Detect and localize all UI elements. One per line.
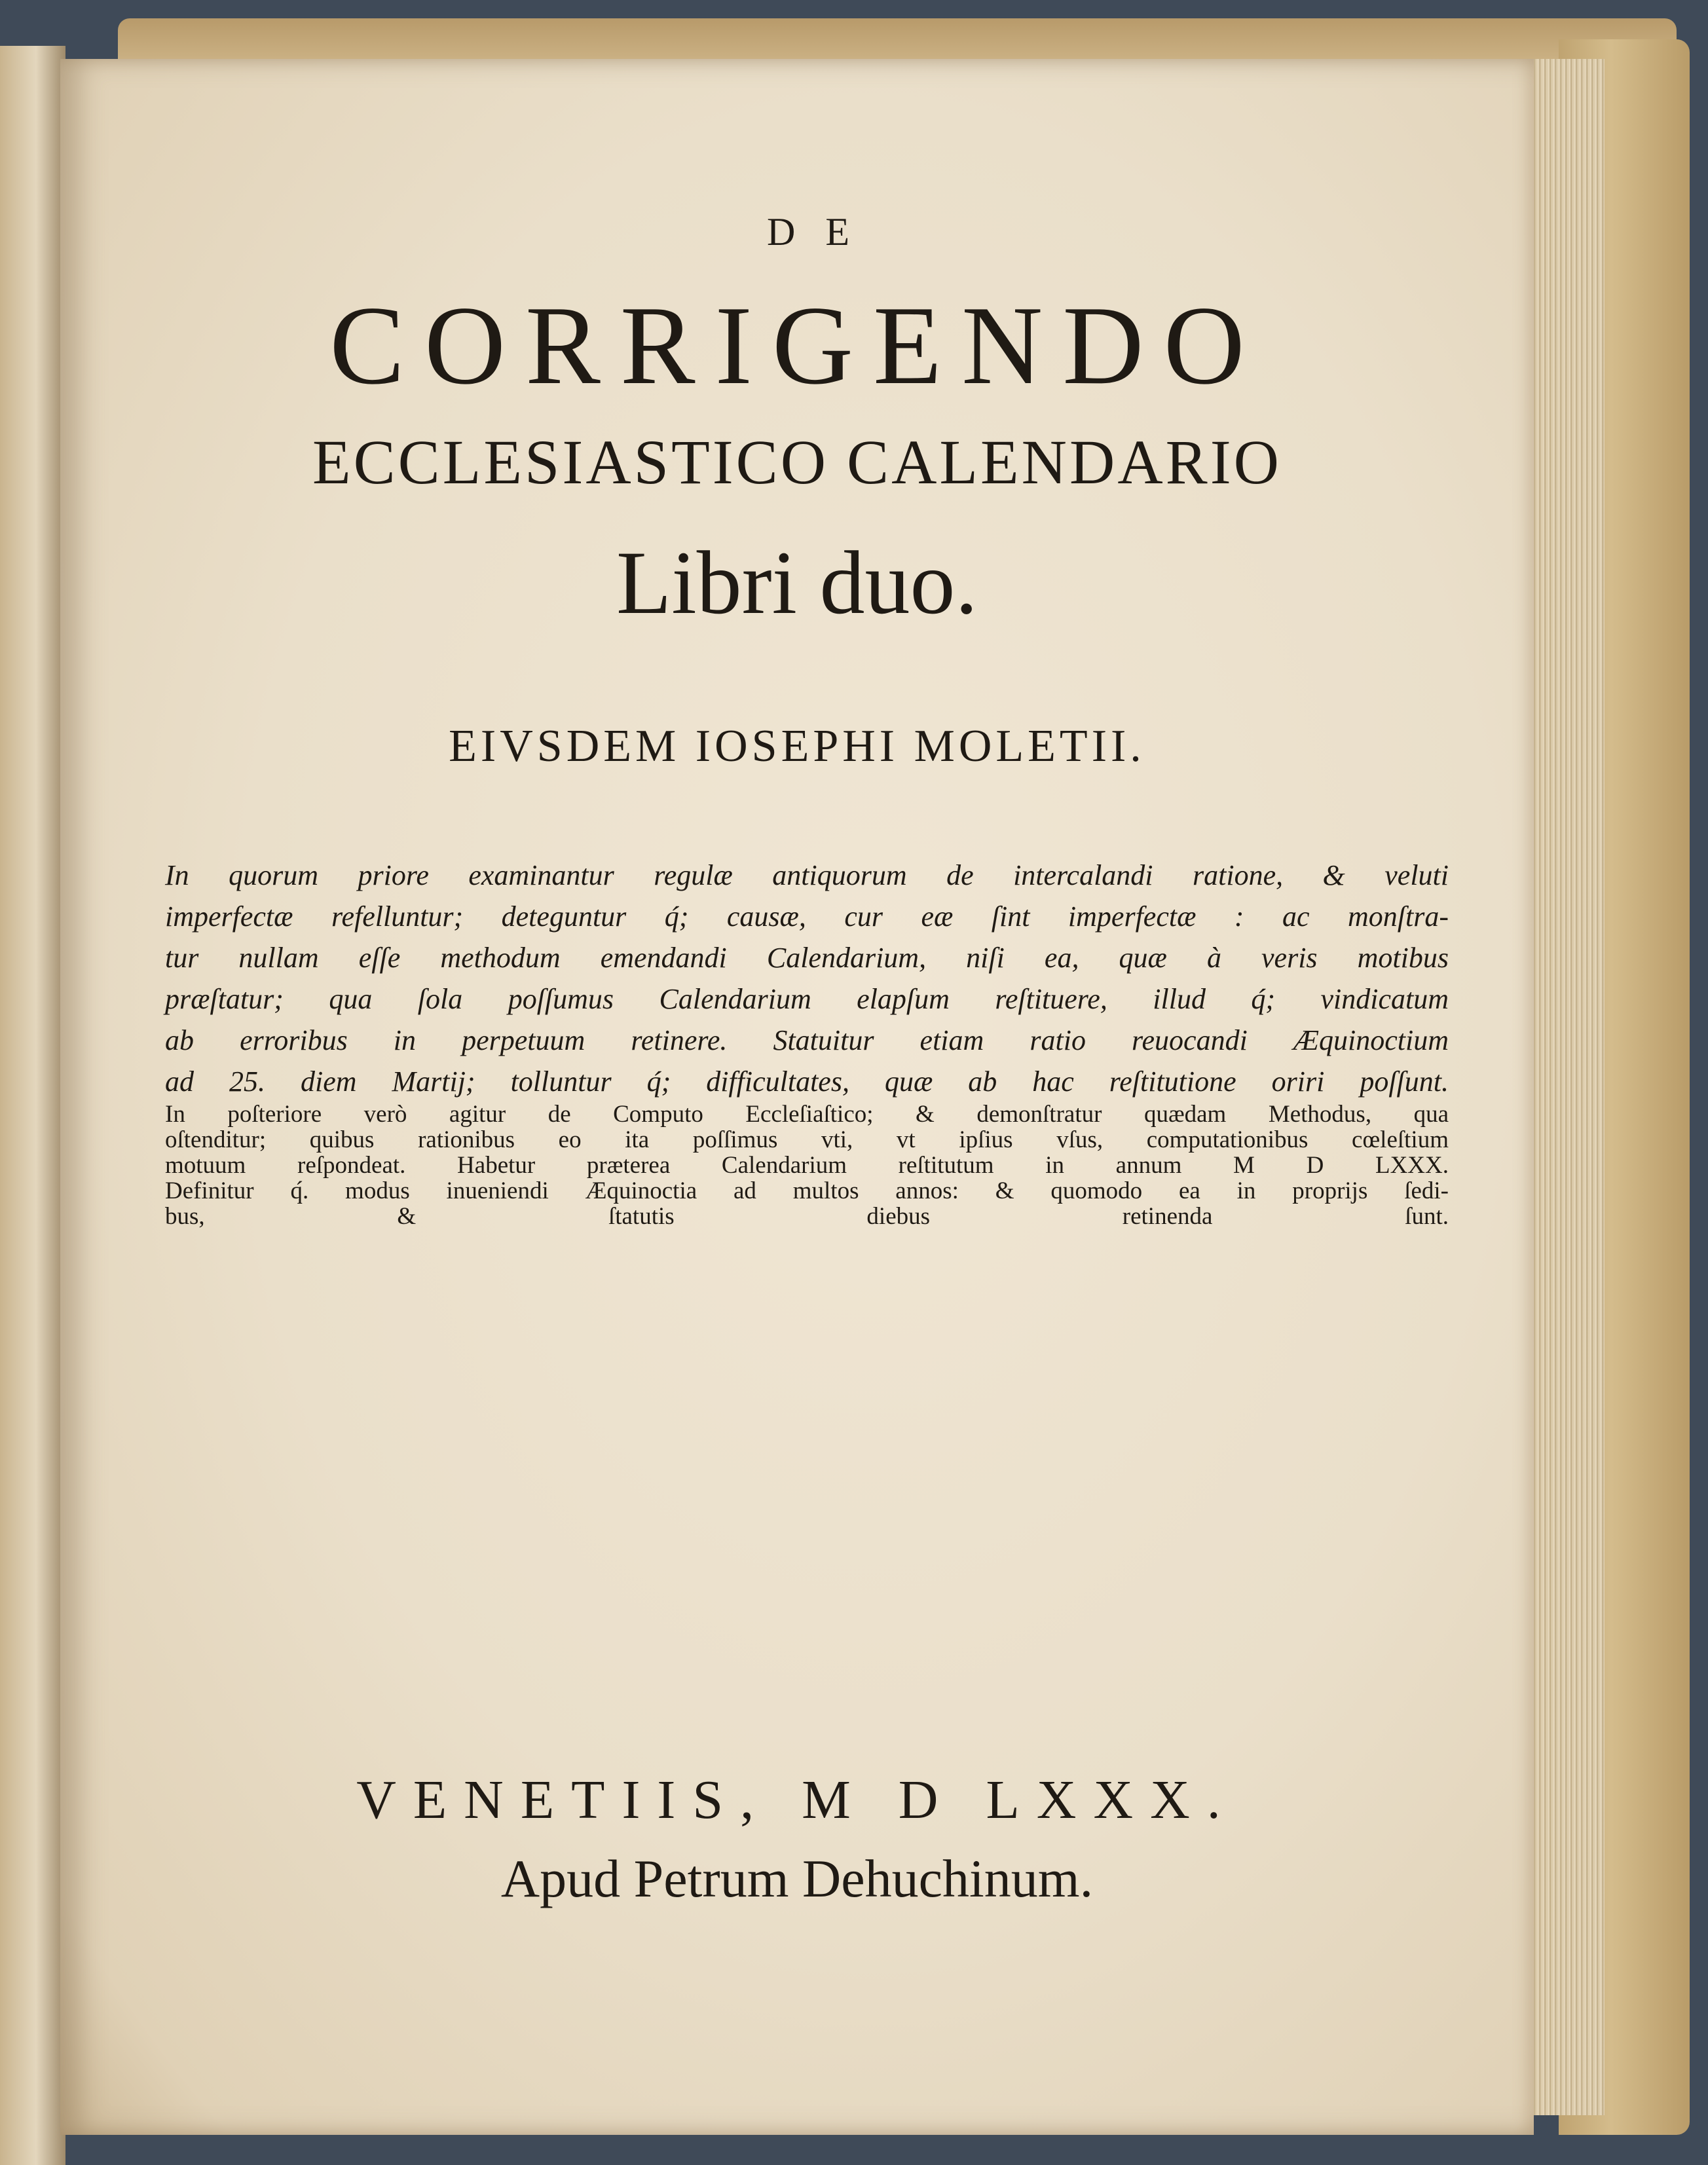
page-edges bbox=[1526, 59, 1605, 2115]
facing-page-edge bbox=[0, 46, 65, 2165]
summary-roman-line: motuum reſpondeat. Habetur præterea Calendarium reſtitutum in annum M D LXXX. bbox=[165, 1152, 1449, 1179]
summary-italic-line: In quorum priore examinantur regulæ antiquorum de intercalandi ratione, & veluti bbox=[165, 859, 1449, 891]
summary-italic-line: præſtatur; qua ſola poſſumus Calendarium elapſum reſtituere, illud q́; vindicatum bbox=[165, 983, 1449, 1015]
books-line: Libri duo. bbox=[616, 532, 978, 633]
imprint-place-year: VENETIIS, M D LXXX. bbox=[356, 1769, 1238, 1830]
summary-italic-line: imperfectæ refelluntur; deteguntur q́; causæ, cur eæ ſint imperfectæ : ac monſtra- bbox=[165, 900, 1449, 933]
title-page bbox=[60, 59, 1534, 2135]
summary-roman-line: bus, & ſtatutis diebus retinenda ſunt. bbox=[165, 1203, 1449, 1230]
summary-roman-line: Definitur q́. modus inueniendi Æquinoctia ad multos annos: & quomodo ea in proprijs ſedi- bbox=[165, 1177, 1449, 1204]
summary-italic-line: ab erroribus in perpetuum retinere. Statuitur etiam ratio reuocandi Æquinoctium bbox=[165, 1024, 1449, 1056]
summary-italic bbox=[165, 855, 1449, 1102]
subtitle: ECCLESIASTICO CALENDARIO bbox=[312, 427, 1282, 497]
summary-italic-line: ad 25. diem Martij; tolluntur q́; difficultates, quæ ab hac reſtitutione oriri poſſunt. bbox=[165, 1065, 1449, 1098]
main-title: CORRIGENDO bbox=[329, 284, 1265, 408]
summary-roman bbox=[165, 1101, 1449, 1229]
author-line: EIVSDEM IOSEPHI MOLETII. bbox=[449, 721, 1145, 771]
summary-roman-line: In poſteriore verò agitur de Computo Eccleſiaſtico; & demonſtratur quædam Methodus, qua bbox=[165, 1101, 1449, 1128]
summary-roman-line: oſtenditur; quibus rationibus eo ita poſſimus vti, vt ipſius vſus, computationibus cœleſtium bbox=[165, 1126, 1449, 1153]
summary-italic-line: tur nullam eſſe methodum emendandi Calendarium, niſi ea, quæ à veris motibus bbox=[165, 942, 1449, 974]
imprint-printer: Apud Petrum Dehuchinum. bbox=[500, 1849, 1094, 1908]
title-prefix: DE bbox=[767, 210, 880, 253]
